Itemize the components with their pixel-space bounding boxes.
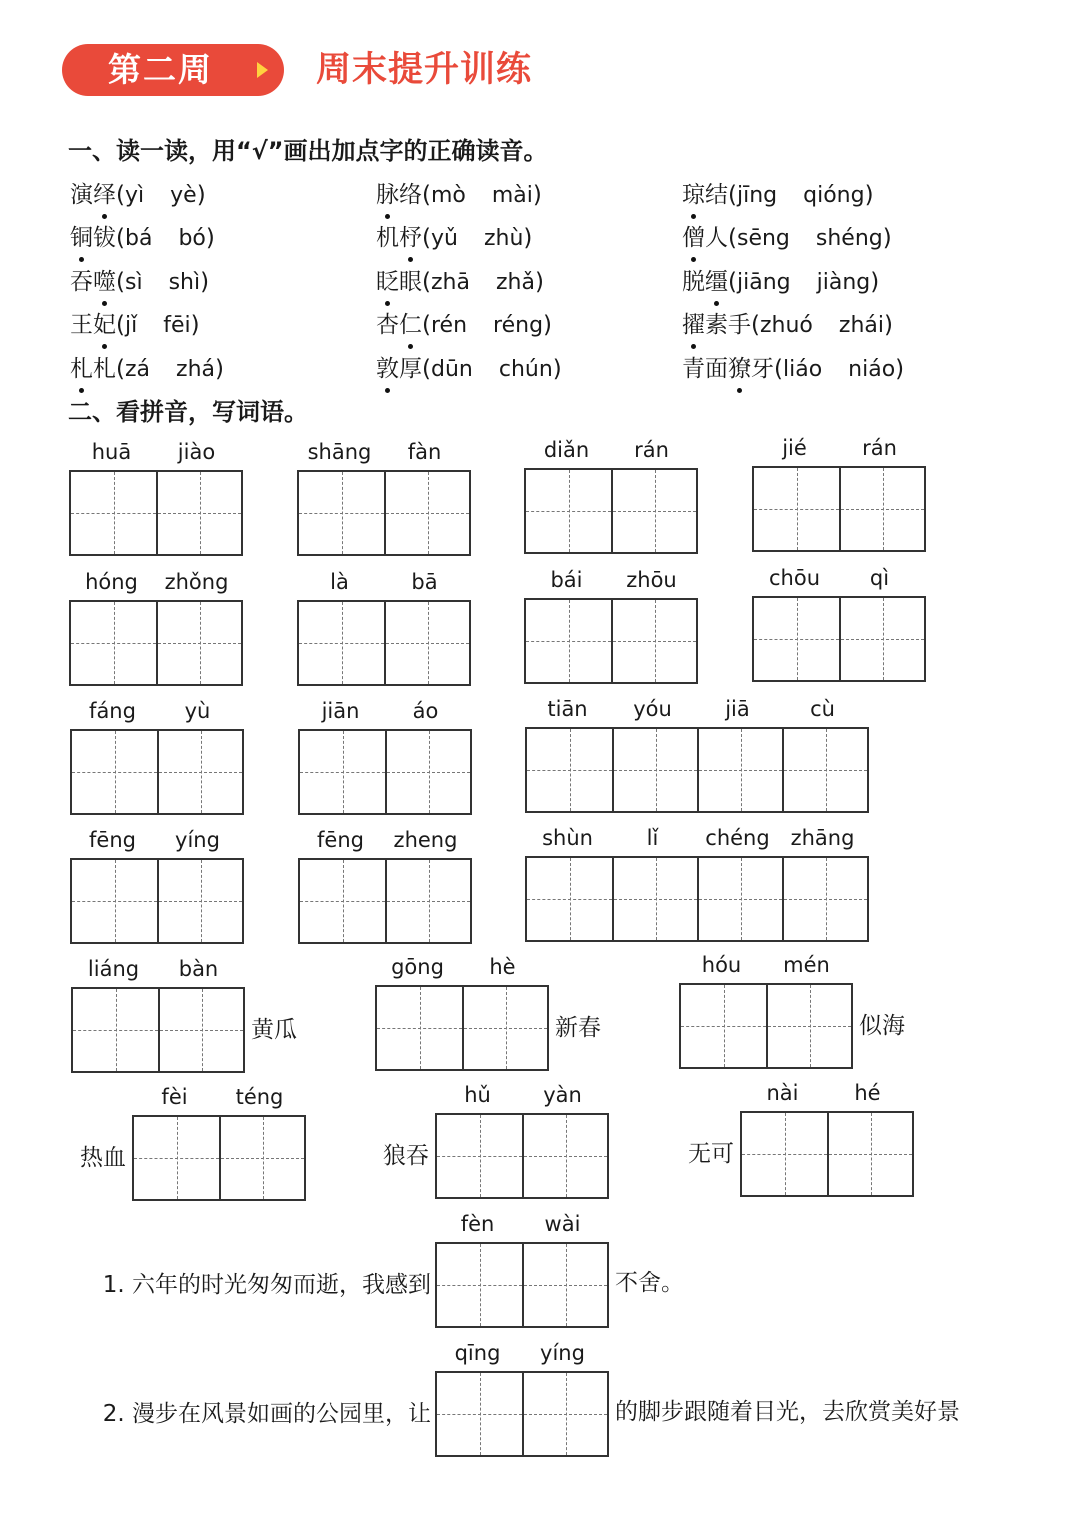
writing-cell[interactable] <box>219 1117 304 1199</box>
reading-option: fēi <box>163 313 191 338</box>
writing-cell[interactable] <box>156 472 241 554</box>
writing-cell[interactable] <box>527 858 612 940</box>
grid-suffix-text: 黄瓜 <box>251 1017 297 1043</box>
reading-option: zhù <box>483 226 524 251</box>
word-text: 吞 <box>70 269 93 295</box>
reading-option: shì <box>168 270 201 295</box>
pinyin-label: jiā <box>725 697 750 721</box>
reading-option: bó <box>178 226 206 251</box>
paren: ) <box>200 269 210 295</box>
writing-cell[interactable] <box>527 729 612 811</box>
dotted-character: 札 <box>70 356 93 382</box>
pronunciation-item <box>682 310 893 341</box>
pinyin-label: téng <box>235 1085 284 1109</box>
sentence-text: 六年的时光匆匆而逝，我感到 <box>132 1272 431 1298</box>
paren: ( <box>116 312 125 338</box>
pinyin-label: fàn <box>407 440 442 464</box>
writing-cell[interactable] <box>72 731 157 813</box>
writing-grid[interactable] <box>69 470 243 556</box>
word-text: 厚 <box>399 356 422 382</box>
paren: ) <box>205 225 215 251</box>
paren: ) <box>552 356 562 382</box>
word-text: 机 <box>376 225 399 251</box>
paren: ( <box>774 356 783 382</box>
pinyin-label: cù <box>810 697 835 721</box>
writing-cell[interactable] <box>522 1373 607 1455</box>
pinyin-label: yóu <box>633 697 672 721</box>
reading-option: mò <box>430 183 466 208</box>
reading-option: zhā <box>430 270 470 295</box>
writing-cell[interactable] <box>385 860 470 942</box>
word-text: 眼 <box>399 269 422 295</box>
writing-grid[interactable] <box>375 985 549 1071</box>
writing-grid[interactable] <box>435 1242 609 1328</box>
pinyin-label: diǎn <box>543 438 590 462</box>
pinyin-label: hǔ <box>464 1083 491 1107</box>
page-title: 周末提升训练 <box>316 50 533 90</box>
writing-cell[interactable] <box>782 729 867 811</box>
dotted-character: 敦 <box>376 356 399 382</box>
pinyin-label: là <box>330 570 349 594</box>
paren: ) <box>532 182 542 208</box>
pinyin-label: zhōu <box>626 568 677 592</box>
pinyin-label: yíng <box>175 828 220 852</box>
word-text: 人 <box>705 225 728 251</box>
pinyin-label: fēng <box>317 828 364 852</box>
writing-cell[interactable] <box>742 1113 827 1195</box>
reading-option: jiàng <box>816 270 871 295</box>
writing-cell[interactable] <box>612 858 697 940</box>
pinyin-label: jiān <box>321 699 360 723</box>
dotted-character: 绎 <box>93 182 116 208</box>
word-text: 络 <box>399 182 422 208</box>
writing-grid[interactable] <box>752 596 926 682</box>
reading-option: zhái <box>838 313 884 338</box>
writing-cell[interactable] <box>754 468 839 550</box>
dotted-character: 脉 <box>376 182 399 208</box>
word-text: 脱 <box>682 269 705 295</box>
writing-cell[interactable] <box>299 602 384 684</box>
pinyin-label: fèn <box>460 1212 495 1236</box>
writing-cell[interactable] <box>839 598 924 680</box>
reading-option: qióng <box>803 183 865 208</box>
pinyin-label: jiào <box>177 440 216 464</box>
pinyin-label: nài <box>766 1081 799 1105</box>
reading-option: yì <box>124 183 145 208</box>
paren: ( <box>422 269 431 295</box>
writing-cell[interactable] <box>134 1117 219 1199</box>
writing-cell[interactable] <box>522 1115 607 1197</box>
paren: ( <box>116 269 125 295</box>
pronunciation-item <box>376 267 544 298</box>
paren: ( <box>422 225 431 251</box>
paren: ( <box>728 269 737 295</box>
sentence-before <box>103 1399 431 1429</box>
dotted-character: 眨 <box>376 269 399 295</box>
paren: ) <box>196 182 206 208</box>
paren: ( <box>422 356 431 382</box>
pronunciation-item <box>70 267 209 298</box>
word-text: 钹 <box>93 225 116 251</box>
play-arrow-icon <box>257 62 268 78</box>
pinyin-label: wài <box>544 1212 581 1236</box>
writing-cell[interactable] <box>300 731 385 813</box>
pinyin-label: jié <box>782 436 807 460</box>
paren: ) <box>870 269 880 295</box>
pronunciation-item <box>376 223 532 254</box>
reading-option: niáo <box>848 357 896 382</box>
pinyin-label: chéng <box>705 826 770 850</box>
reading-option: jīng <box>736 183 778 208</box>
writing-grid[interactable] <box>679 983 853 1069</box>
reading-option: réng <box>493 313 544 338</box>
writing-cell[interactable] <box>697 729 782 811</box>
pinyin-label: tiān <box>547 697 588 721</box>
dotted-character: 杼 <box>399 225 422 251</box>
pinyin-label: mén <box>783 953 830 977</box>
paren: ) <box>864 182 874 208</box>
pinyin-label: lǐ <box>646 826 659 850</box>
word-text: 结 <box>705 182 728 208</box>
pronunciation-item <box>682 223 892 254</box>
pinyin-label: fáng <box>89 699 136 723</box>
writing-cell[interactable] <box>72 860 157 942</box>
writing-cell[interactable] <box>611 600 696 682</box>
pinyin-label: chōu <box>768 566 820 590</box>
dotted-character: 仁 <box>399 312 422 338</box>
reading-option: mài <box>491 183 533 208</box>
writing-cell[interactable] <box>839 468 924 550</box>
pinyin-label: hé <box>854 1081 881 1105</box>
word-text: 青面 <box>682 356 728 382</box>
writing-cell[interactable] <box>377 987 462 1069</box>
pronunciation-item <box>70 180 206 211</box>
writing-grid[interactable] <box>70 729 244 815</box>
dotted-character: 妃 <box>93 312 116 338</box>
sentence-before <box>103 1270 431 1300</box>
grid-suffix-text: 似海 <box>859 1013 905 1039</box>
paren: ( <box>728 225 737 251</box>
pinyin-label: shāng <box>307 440 372 464</box>
reading-option: jiāng <box>736 270 791 295</box>
pronunciation-item <box>682 180 874 211</box>
paren: ) <box>883 312 893 338</box>
pinyin-label: yù <box>184 699 211 723</box>
reading-option: jǐ <box>124 313 138 338</box>
pinyin-label: hóu <box>701 953 742 977</box>
pinyin-label: áo <box>412 699 439 723</box>
writing-grid[interactable] <box>69 600 243 686</box>
dotted-character: 缰 <box>705 269 728 295</box>
pronunciation-item <box>70 310 200 341</box>
reading-option: zhuó <box>759 313 813 338</box>
reading-option: zá <box>124 357 151 382</box>
writing-cell[interactable] <box>158 989 243 1071</box>
paren: ( <box>116 182 125 208</box>
writing-cell[interactable] <box>71 602 156 684</box>
writing-cell[interactable] <box>827 1113 912 1195</box>
paren: ) <box>882 225 892 251</box>
reading-option: zhǎ <box>495 270 535 295</box>
pinyin-label: rán <box>862 436 897 460</box>
paren: ) <box>534 269 544 295</box>
dotted-character: 铜 <box>70 225 93 251</box>
writing-cell[interactable] <box>462 987 547 1069</box>
paren: ( <box>422 182 431 208</box>
pinyin-label: bā <box>411 570 438 594</box>
reading-option: yǔ <box>430 226 458 251</box>
reading-option: chún <box>498 357 553 382</box>
writing-cell[interactable] <box>522 1244 607 1326</box>
pinyin-label: qīng <box>454 1341 501 1365</box>
pinyin-label: bái <box>550 568 583 592</box>
paren: ) <box>895 356 905 382</box>
pronunciation-item <box>376 180 542 211</box>
word-text: 王 <box>70 312 93 338</box>
pinyin-label: qì <box>869 566 890 590</box>
pronunciation-item <box>376 310 552 341</box>
pronunciation-item <box>70 354 224 385</box>
writing-grid[interactable] <box>132 1115 306 1201</box>
paren: ) <box>215 356 224 382</box>
reading-option: sì <box>124 270 143 295</box>
reading-option: rén <box>430 313 468 338</box>
paren: ( <box>728 182 737 208</box>
dotted-character: 琼 <box>682 182 705 208</box>
section2-title: 二、看拼音，写词语。 <box>68 398 308 426</box>
reading-option: sēng <box>736 226 790 251</box>
writing-cell[interactable] <box>300 860 385 942</box>
section1-title: 一、读一读，用“√”画出加点字的正确读音。 <box>68 137 548 165</box>
week-label: 第二周 <box>108 50 213 89</box>
pronunciation-item <box>376 354 562 385</box>
writing-grid[interactable] <box>524 598 698 684</box>
writing-grid[interactable] <box>740 1111 914 1197</box>
writing-grid[interactable] <box>297 600 471 686</box>
reading-option: liáo <box>782 357 823 382</box>
pinyin-label: bàn <box>178 957 219 981</box>
writing-cell[interactable] <box>384 602 469 684</box>
writing-cell[interactable] <box>156 602 241 684</box>
pinyin-label: rán <box>634 438 669 462</box>
writing-grid[interactable] <box>70 858 244 944</box>
dotted-character: 僧 <box>682 225 705 251</box>
pinyin-label: yàn <box>543 1083 582 1107</box>
dotted-character: 獠 <box>728 356 751 382</box>
writing-cell[interactable] <box>73 989 158 1071</box>
reading-option: zhá <box>176 357 215 382</box>
pinyin-label: shùn <box>542 826 593 850</box>
writing-cell[interactable] <box>71 472 156 554</box>
paren: ( <box>116 225 125 251</box>
reading-option: shéng <box>815 226 883 251</box>
writing-cell[interactable] <box>384 472 469 554</box>
writing-grid[interactable] <box>297 470 471 556</box>
pinyin-label: yíng <box>540 1341 585 1365</box>
writing-cell[interactable] <box>437 1373 522 1455</box>
pinyin-label: hóng <box>85 570 138 594</box>
pinyin-label: liáng <box>87 957 140 981</box>
writing-cell[interactable] <box>437 1244 522 1326</box>
grid-suffix-text: 新春 <box>555 1015 601 1041</box>
writing-grid[interactable] <box>435 1113 609 1199</box>
sentence-after: 的脚步跟随着目光，去欣赏美好景 <box>615 1399 960 1425</box>
word-text: 牙 <box>751 356 774 382</box>
pinyin-label: zheng <box>393 828 458 852</box>
paren: ( <box>422 312 431 338</box>
writing-cell[interactable] <box>157 860 242 942</box>
writing-cell[interactable] <box>385 731 470 813</box>
paren: ( <box>751 312 760 338</box>
pinyin-label: fēng <box>89 828 136 852</box>
writing-cell[interactable] <box>526 600 611 682</box>
pinyin-label: zhǒng <box>164 570 229 594</box>
writing-cell[interactable] <box>681 985 766 1067</box>
pronunciation-item <box>70 223 215 254</box>
pronunciation-item <box>682 354 904 385</box>
grid-prefix-text: 无可 <box>688 1141 734 1167</box>
grid-prefix-text: 狼吞 <box>383 1143 429 1169</box>
word-text: 演 <box>70 182 93 208</box>
writing-grid[interactable] <box>525 856 869 942</box>
question-number: 1. <box>102 1272 132 1298</box>
word-text: 札 <box>93 356 116 382</box>
paren: ( <box>116 356 125 382</box>
writing-cell[interactable] <box>157 731 242 813</box>
sentence-text: 漫步在风景如画的公园里，让 <box>132 1401 431 1427</box>
reading-option: yè <box>170 183 197 208</box>
pinyin-label: hè <box>489 955 516 979</box>
writing-cell[interactable] <box>437 1115 522 1197</box>
question-number: 2. <box>102 1401 132 1427</box>
pinyin-label: huā <box>91 440 132 464</box>
pronunciation-item <box>682 267 879 298</box>
pinyin-label: fèi <box>161 1085 188 1109</box>
writing-cell[interactable] <box>611 470 696 552</box>
paren: ) <box>523 225 533 251</box>
writing-cell[interactable] <box>299 472 384 554</box>
writing-grid[interactable] <box>71 987 245 1073</box>
sentence-after: 不舍。 <box>615 1270 684 1296</box>
word-text: 杏 <box>376 312 399 338</box>
writing-cell[interactable] <box>697 858 782 940</box>
pinyin-label: gōng <box>391 955 444 979</box>
writing-grid[interactable] <box>524 468 698 554</box>
writing-cell[interactable] <box>754 598 839 680</box>
paren: ) <box>190 312 200 338</box>
dotted-character: 擢 <box>682 312 705 338</box>
grid-prefix-text: 热血 <box>80 1145 126 1171</box>
week-badge <box>62 44 284 96</box>
writing-cell[interactable] <box>766 985 851 1067</box>
dotted-character: 噬 <box>93 269 116 295</box>
writing-grid[interactable] <box>525 727 869 813</box>
writing-grid[interactable] <box>298 858 472 944</box>
pinyin-label: zhāng <box>790 826 855 850</box>
word-text: 素手 <box>705 312 751 338</box>
writing-cell[interactable] <box>782 858 867 940</box>
reading-option: bá <box>124 226 153 251</box>
writing-grid[interactable] <box>298 729 472 815</box>
writing-grid[interactable] <box>435 1371 609 1457</box>
writing-cell[interactable] <box>612 729 697 811</box>
writing-grid[interactable] <box>752 466 926 552</box>
writing-cell[interactable] <box>526 470 611 552</box>
reading-option: dūn <box>430 357 473 382</box>
paren: ) <box>543 312 553 338</box>
